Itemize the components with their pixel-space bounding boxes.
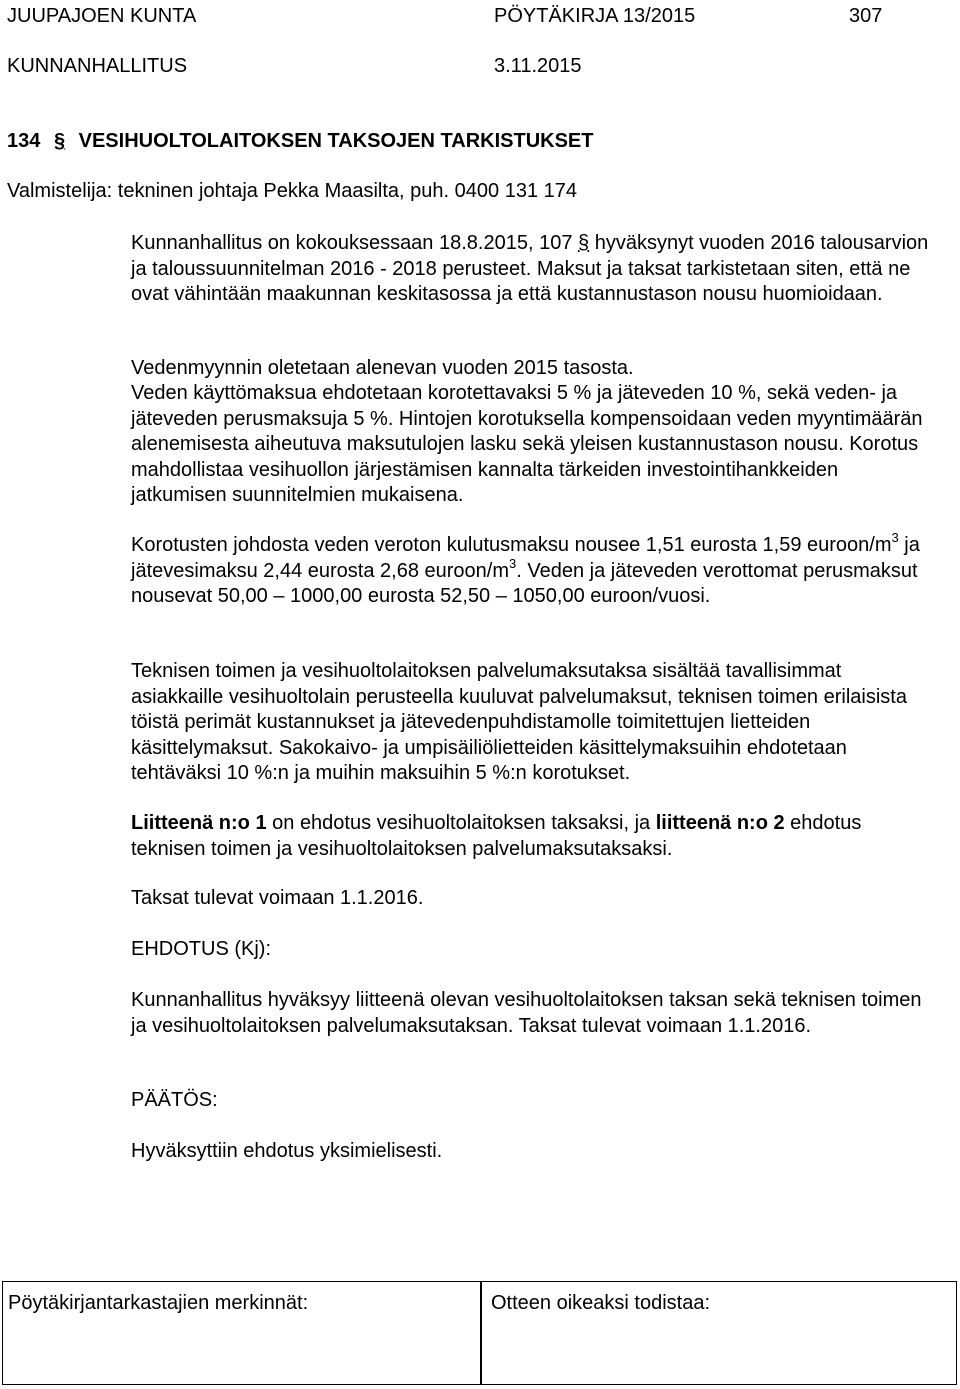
attachment-text-1: on ehdotus vesihuoltolaitoksen taksaksi, ja	[266, 812, 656, 834]
superscript-3: 3	[891, 530, 899, 546]
paragraph-prices	[131, 530, 931, 610]
municipality-name: JUUPAJOEN KUNTA	[7, 5, 197, 27]
prices-text-b: ja jätevesimaksu 2,44 eurosta 2,68 euroon/m	[131, 534, 920, 582]
proposal-text: Kunnanhallitus hyväksyy liitteenä olevan vesihuoltolaitoksen taksan sekä teknisen toimen ja vesihuoltolaitoksen palvelumaksutaksan. Taksat tulevat voimaan 1.1.2016.	[131, 989, 922, 1037]
page-number: 307	[849, 5, 883, 27]
preparer-line: Valmistelija: tekninen johtaja Pekka Maasilta, puh. 0400 131 174	[7, 180, 577, 202]
section-symbol: §	[53, 130, 66, 152]
superscript-3: 3	[509, 555, 517, 571]
section-symbol-inline: §	[578, 232, 590, 254]
attachment-2-label: liitteenä n:o 2	[655, 812, 785, 834]
section-heading	[7, 129, 593, 153]
decision-heading: PÄÄTÖS:	[131, 1089, 218, 1111]
prices-text-c: . Veden ja jäteveden verottomat perusmaksut nousevat 50,00 – 1000,00 eurosta 52,50 – 1050,00 euroon/vuosi.	[131, 559, 918, 607]
paragraph-budget-intro: Kunnanhallitus on kokouksessaan 18.8.2015, 107	[131, 232, 573, 254]
paragraph-budget-intro-end: hyväksynyt vuoden 2016	[594, 232, 815, 254]
governing-body: KUNNANHALLITUS	[7, 55, 188, 77]
paragraph-budget	[131, 231, 931, 308]
paragraph-water-sales: Vedenmyynnin oletetaan alenevan vuoden 2015 tasosta.	[131, 357, 634, 379]
paragraph-fee-increase: Veden käyttömaksua ehdotetaan korotettavaksi 5 % ja jäteveden 10 %, sekä veden- ja jäteveden perusmaksuja 5 %. Hintojen korotuksella kompensoidaan veden myyntimäärän alenemisesta aiheutuva maksutulojen lasku sekä yleisen kustannustason nousu. Korotus mahdollistaa vesihuollon järjestämisen kannalta tärkeiden investointihankkeiden jatkumisen suunnitelmien mukaisena.	[131, 382, 923, 506]
paragraph-effective-date: Taksat tulevat voimaan 1.1.2016.	[131, 887, 424, 909]
proposal-heading: EHDOTUS (Kj):	[131, 938, 271, 960]
footer-box	[2, 1281, 957, 1385]
paragraph-service-fees: Teknisen toimen ja vesihuoltolaitoksen palvelumaksutaksa sisältää tavallisimmat asiakkaille vesihuoltolain perusteella kuuluvat palvelumaksut, teknisen toimen erilaisista töistä perimät kustannukset ja jätevedenpuhdistamolle toimitettujen lietteiden käsittelymaksut. Sakokaivo- ja umpisäiliölietteiden käsittelymaksuihin ehdotetaan tehtäväksi 10 %:n ja muihin maksuihin 5 %:n korotukset.	[131, 660, 907, 784]
prices-text-a: Korotusten johdosta veden veroton kulutusmaksu nousee 1,51 eurosta 1,59 euroon/m	[131, 534, 892, 556]
paragraph-budget-body: talousarvion ja taloussuunnitelman 2016 - 2018 perusteet. Maksut ja taksat tarkistetaan siten, että ne ovat vähintään maakunnan keskitasossa ja että kustannustason nousu huomioidaan.	[131, 232, 929, 305]
footer-divider	[480, 1282, 482, 1384]
paragraph-attachments	[131, 811, 931, 862]
attachment-text-2: ehdotus teknisen toimen ja vesihuoltolaitoksen palvelumaksutaksaksi.	[131, 812, 862, 860]
footer-reviewers-label: Pöytäkirjantarkastajien merkinnät:	[8, 1292, 309, 1314]
attachment-1-label: Liitteenä n:o 1	[131, 812, 267, 834]
footer-certification-label: Otteen oikeaksi todistaa:	[491, 1292, 711, 1314]
section-title: VESIHUOLTOLAITOKSEN TAKSOJEN TARKISTUKSET	[78, 130, 594, 152]
meeting-date: 3.11.2015	[494, 55, 582, 77]
document-type: PÖYTÄKIRJA 13/2015	[494, 5, 696, 27]
section-number: 134	[7, 130, 41, 152]
decision-text: Hyväksyttiin ehdotus yksimielisesti.	[131, 1140, 443, 1162]
